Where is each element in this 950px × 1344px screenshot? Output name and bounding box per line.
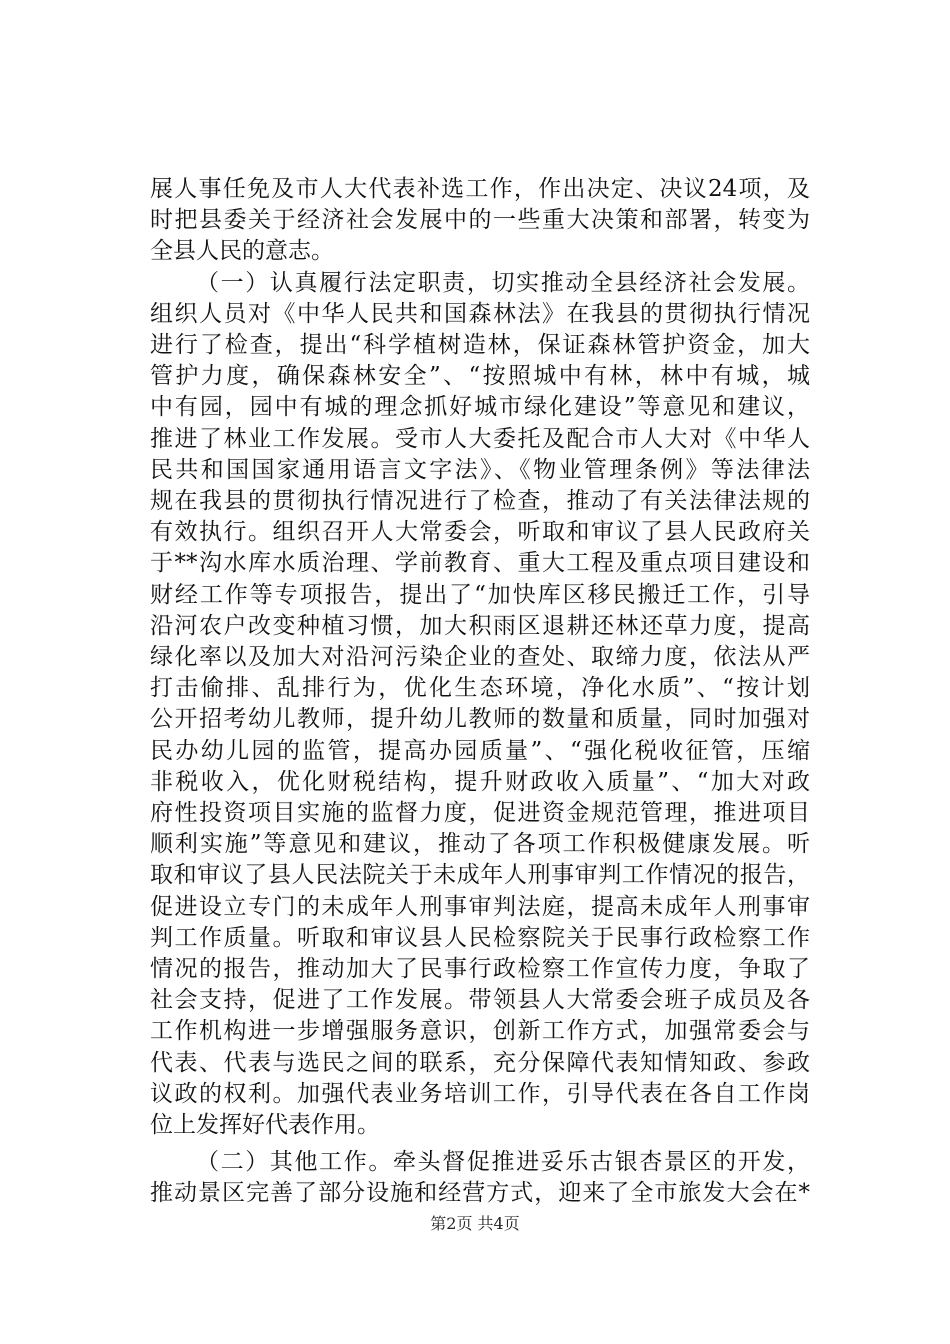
text-line: 公开招考幼儿教师，提升幼儿教师的数量和质量，同时加强对	[150, 706, 810, 732]
text-line: 顺利实施”等意见和建议，推动了各项工作积极健康发展。听	[150, 831, 810, 857]
text-line: 非税收入，优化财税结构，提升财政收入质量”、“加大对政	[150, 769, 810, 795]
section-heading-line: （一）认真履行法定职责，切实推动全县经济社会发展。	[196, 270, 810, 296]
text-line: 社会支持，促进了工作发展。带领县人大常委会班子成员及各	[150, 987, 810, 1013]
text-line: 规在我县的贯彻执行情况进行了检查，推动了有关法律法规的	[150, 488, 810, 514]
text-line: 中有园，园中有城的理念抓好城市绿化建设”等意见和建议，	[150, 394, 810, 420]
text-line: 位上发挥好代表作用。	[150, 1112, 380, 1138]
text-line: 情况的报告，推动加大了民事行政检察工作宣传力度，争取了	[150, 956, 810, 982]
section-heading-line: （二）其他工作。牵头督促推进妥乐古银杏景区的开发，	[196, 1149, 810, 1175]
text-line: 推动景区完善了部分设施和经营方式，迎来了全市旅发大会在*	[150, 1180, 810, 1206]
text-line: 财经工作等专项报告，提出了“加快库区移民搬迁工作，引导	[150, 582, 810, 608]
text-line: 议政的权利。加强代表业务培训工作，引导代表在各自工作岗	[150, 1081, 810, 1107]
text-line: 府性投资项目实施的监督力度，促进资金规范管理，推进项目	[150, 800, 810, 826]
text-line: 沿河农户改变种植习惯，加大积雨区退耕还林还草力度，提高	[150, 613, 810, 639]
text-line: 民办幼儿园的监管，提高办园质量”、“强化税收征管，压缩	[150, 738, 810, 764]
text-line: 打击偷排、乱排行为，优化生态环境，净化水质”、“按计划	[150, 675, 810, 701]
text-line: 工作机构进一步增强服务意识，创新工作方式，加强常委会与	[150, 1018, 810, 1044]
text-line: 有效执行。组织召开人大常委会，听取和审议了县人民政府关	[150, 519, 810, 545]
text-line: 推进了林业工作发展。受市人大委托及配合市人大对《中华人	[150, 426, 810, 452]
text-line: 代表、代表与选民之间的联系，充分保障代表知情知政、参政	[150, 1050, 810, 1076]
text-line: 绿化率以及加大对沿河污染企业的查处、取缔力度，依法从严	[150, 644, 810, 670]
text-line: 于**沟水库水质治理、学前教育、重大工程及重点项目建设和	[150, 550, 810, 576]
text-line: 进行了检查，提出“科学植树造林，保证森林管护资金，加大	[150, 332, 810, 358]
text-line: 管护力度，确保森林安全”、“按照城中有林，林中有城，城	[150, 363, 810, 389]
text-line: 时把县委关于经济社会发展中的一些重大决策和部署，转变为	[150, 207, 810, 233]
text-line: 全县人民的意志。	[150, 238, 334, 264]
text-line: 促进设立专门的未成年人刑事审判法庭，提高未成年人刑事审	[150, 894, 810, 920]
text-line: 判工作质量。听取和审议县人民检察院关于民事行政检察工作	[150, 925, 810, 951]
page-footer: 第2页 共4页	[430, 1214, 520, 1233]
text-line: 展人事任免及市人大代表补选工作，作出决定、决议24项，及	[150, 176, 810, 202]
text-line: 取和审议了县人民法院关于未成年人刑事审判工作情况的报告，	[150, 862, 810, 888]
text-line: 组织人员对《中华人民共和国森林法》在我县的贯彻执行情况	[150, 301, 810, 327]
text-line: 民共和国国家通用语言文字法》、《物业管理条例》等法律法	[150, 457, 810, 483]
